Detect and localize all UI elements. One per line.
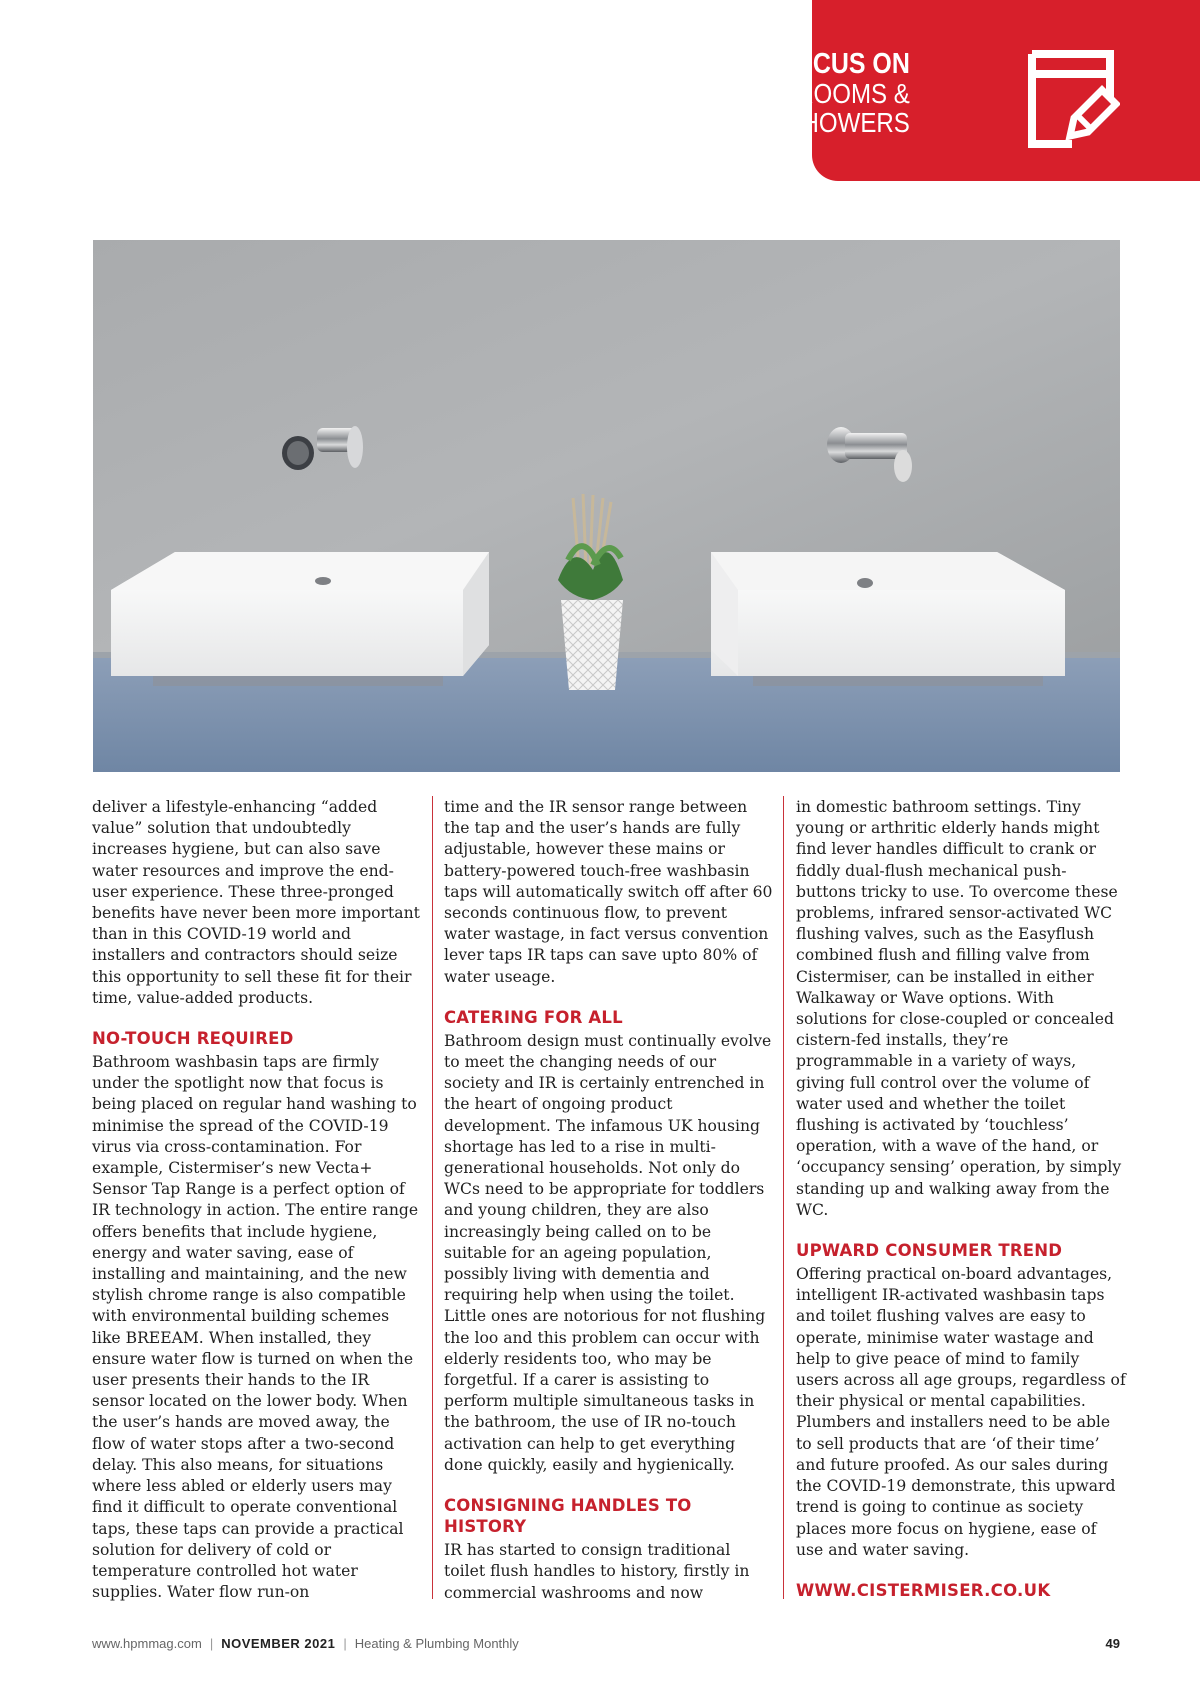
subheading-upward-trend: UPWARD CONSUMER TREND: [796, 1241, 1063, 1261]
article-column-3: [796, 797, 1126, 1601]
section-title: [734, 50, 910, 137]
website-link[interactable]: WWW.CISTERMISER.CO.UK: [796, 1580, 1051, 1600]
body-paragraph: Bathroom washbasin taps are firmly under the spotlight now that focus is being placed on regular hand washing to minimise the spread of the COVID-19 virus via cross-contamination. For example, Cistermiser’s new Vecta+ Sensor Tap Range is a perfect option of IR technology in action. The entire range offers benefits that include hygiene, energy and water saving, ease of installing and maintaining, and the new stylish chrome range is also compatible with environmental building schemes like BREEAM. When installed, they ensure water flow is turned on when the user presents their hands to the IR sensor located on the lower body. When the user’s hands are moved away, the flow of water stops after a two-second delay. This also means, for situations where less abled or elderly users may find it difficult to operate conventional taps, these taps can provide a practical solution for delivery of cold or temperature controlled hot water supplies. Water flow run-on: [92, 1053, 419, 1602]
page-footer: [92, 1636, 1120, 1651]
column-divider: [432, 796, 433, 1599]
footer-website[interactable]: www.hpmmag.com: [92, 1636, 202, 1651]
subheading-consigning-handles: CONSIGNING HANDLES TO HISTORY: [444, 1496, 692, 1537]
footer-issue-date: NOVEMBER 2021: [221, 1636, 336, 1651]
footer-separator: |: [343, 1636, 347, 1651]
body-paragraph: time and the IR sensor range between the tap and the user’s hands are fully adjustable, however these mains or battery-powered touch-free washbasin taps will automatically switch off after 60 seconds continuous flow, to prevent water wastage, in fact versus convention lever taps IR taps can save upto 80% of water useage.: [444, 798, 773, 986]
body-paragraph: in domestic bathroom settings. Tiny young or arthritic elderly hands might find lever handles difficult to crank or fiddly dual-flush mechanical push-buttons tricky to use. To overcome these problems, infrared sensor-activated WC flushing valves, such as the Easyflush combined flush and filling valve from Cistermiser, can be installed in either Walkaway or Wave options. With solutions for close-coupled or concealed cistern-fed installs, they’re programmable in a variety of ways, giving full control over the volume of water used and whether the toilet flushing is activated by ‘touchless’ operation, with a wave of the hand, or ‘occupancy sensing’ operation, by simply standing up and walking away from the WC.: [796, 798, 1122, 1219]
article-column-1: [92, 797, 422, 1603]
body-paragraph: Bathroom design must continually evolve to meet the changing needs of our society and IR is certainly entrenched in the heart of ongoing product development. The infamous UK housing shortage has led to a rise in multi-generational households. Not only do WCs need to be appropriate for toddlers and young children, they are also increasingly being called on to be suitable for an ageing population, possibly living with dementia and requiring help when using the toilet. Little ones are notorious for not flushing the loo and this problem can occur with elderly residents too, who may be forgetful. If a carer is assisting to perform multiple simultaneous tasks in the bathroom, the use of IR no-touch activation can help to get everything done quickly, easily and hygienically.: [444, 1031, 772, 1474]
section-tab: [733, 0, 1200, 181]
section-title-line3: SHOWERS: [785, 107, 910, 138]
article-column-2: [444, 797, 774, 1604]
column-divider: [783, 796, 784, 1599]
body-paragraph: deliver a lifestyle-enhancing “added value” solution that undoubtedly increases hygiene, but can also save water resources and improve the end-user experience. These three-pronged benefits have never been more important than in this COVID-19 world and installers and contractors should seize this opportunity to sell these fit for their time, value-added products.: [92, 798, 420, 1007]
notepad-pencil-icon: [1022, 50, 1120, 148]
subheading-catering: CATERING FOR ALL: [444, 1007, 623, 1027]
subheading-no-touch: NO-TOUCH REQUIRED: [92, 1029, 294, 1049]
page-number: 49: [1105, 1636, 1120, 1651]
footer-publication: Heating & Plumbing Monthly: [354, 1636, 519, 1651]
section-title-line1: FOCUS ON: [778, 48, 910, 80]
body-paragraph: Offering practical on-board advantages, intelligent IR-activated washbasin taps and toilet flushing valves are easy to operate, minimise water wastage and help to give peace of mind to family users across all age groups, regardless of their physical or mental capabilities. Plumbers and installers need to be able to sell products that are ‘of their time’ and future proofed. As our sales during the COVID-19 demonstrate, this upward trend is going to continue as society places more focus on hygiene, ease of use and water saving.: [796, 1265, 1126, 1559]
section-title-line2: BATHROOMS &: [733, 78, 910, 109]
body-paragraph: IR has started to consign traditional toilet flush handles to history, firstly in commercial washrooms and now: [444, 1541, 750, 1602]
bathroom-photo: [93, 240, 1120, 772]
footer-separator: |: [209, 1636, 214, 1651]
